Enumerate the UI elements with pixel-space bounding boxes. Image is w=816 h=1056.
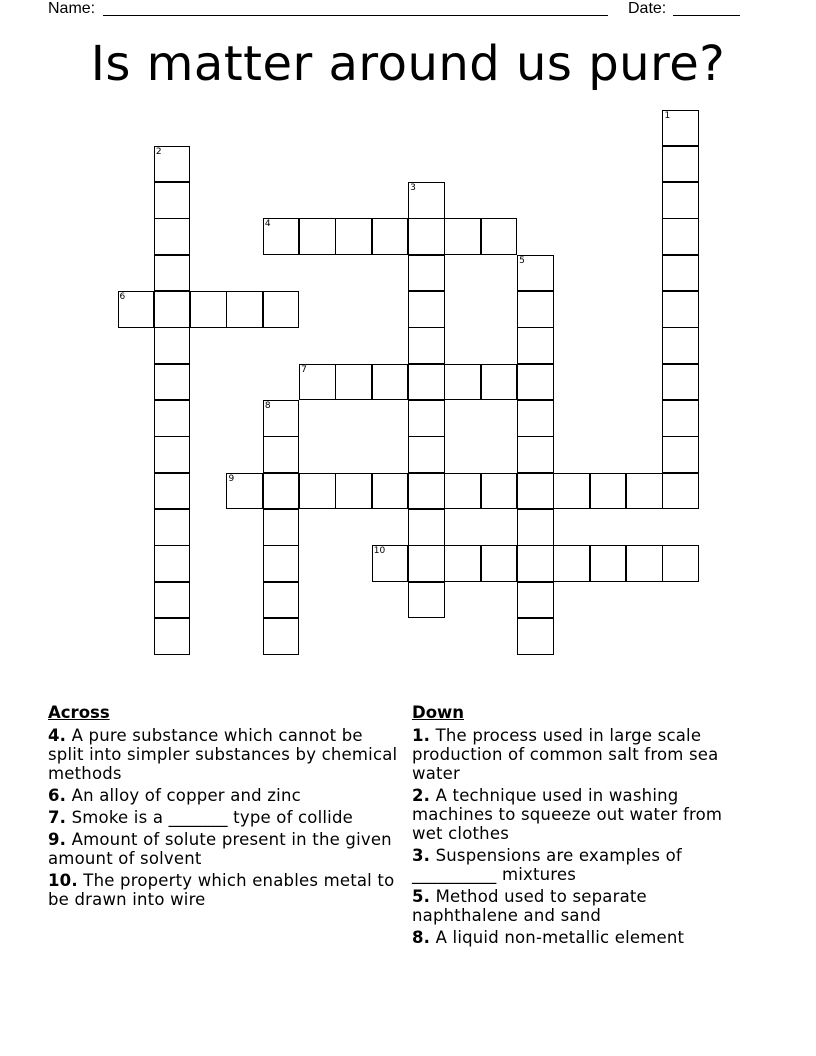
clue-text: Method used to separate naphthalene and sand [412,887,647,925]
grid-cell[interactable] [408,400,444,436]
down-clues [412,703,752,950]
grid-cell[interactable] [154,582,190,618]
clue-text: An alloy of copper and zinc [66,786,301,805]
grid-cell[interactable] [553,545,589,581]
grid-cell[interactable] [335,473,371,509]
down-clue [412,846,752,884]
grid-cell[interactable] [517,291,553,327]
grid-cell[interactable] [481,473,517,509]
grid-cell[interactable] [154,436,190,472]
grid-cell[interactable] [590,473,626,509]
grid-cell[interactable] [372,545,408,581]
grid-cell[interactable] [517,509,553,545]
grid-cell[interactable] [662,218,698,254]
clue-number: 3. [412,846,431,865]
grid-cell[interactable] [662,436,698,472]
grid-cell[interactable] [154,400,190,436]
clue-number-label: 3 [410,183,416,194]
grid-cell[interactable] [517,545,553,581]
grid-cell[interactable] [154,327,190,363]
grid-cell[interactable] [662,545,698,581]
date-label: Date: [628,0,667,17]
grid-cell[interactable] [299,364,335,400]
grid-cell[interactable] [263,473,299,509]
grid-cell[interactable] [408,182,444,218]
clue-number: 2. [412,786,431,805]
grid-cell[interactable] [517,436,553,472]
across-clue [48,830,398,868]
grid-cell[interactable] [372,218,408,254]
grid-cell[interactable] [408,545,444,581]
grid-cell[interactable] [408,582,444,618]
grid-cell[interactable] [662,146,698,182]
clue-number-label: 1 [664,110,671,121]
grid-cell[interactable] [408,364,444,400]
grid-cell[interactable] [662,255,698,291]
grid-cell[interactable] [408,218,444,254]
grid-cell[interactable] [517,364,553,400]
grid-cell[interactable] [154,255,190,291]
grid-cell[interactable] [226,473,262,509]
grid-cell[interactable] [408,327,444,363]
grid-cell[interactable] [590,545,626,581]
grid-cell[interactable] [299,218,335,254]
grid-cell[interactable] [154,545,190,581]
grid-cell[interactable] [517,400,553,436]
grid-cell[interactable] [335,364,371,400]
grid-cell[interactable] [481,218,517,254]
clue-number: 10. [48,871,78,890]
grid-cell[interactable] [662,110,698,146]
grid-cell[interactable] [662,291,698,327]
clue-number-label: 9 [228,473,235,484]
grid-cell[interactable] [263,400,299,436]
across-clue [48,808,398,827]
name-label: Name: [48,0,96,17]
clue-text: Amount of solute present in the given amount of solvent [48,830,392,868]
grid-cell[interactable] [154,182,190,218]
grid-cell[interactable] [662,182,698,218]
grid-cell[interactable] [263,582,299,618]
grid-cell[interactable] [154,473,190,509]
down-clue [412,726,752,783]
grid-cell[interactable] [408,473,444,509]
down-clue [412,928,752,947]
grid-cell[interactable] [662,327,698,363]
grid-cell[interactable] [517,327,553,363]
clue-number-label: 2 [155,146,162,157]
clue-text: A pure substance which cannot be split into simpler substances by chemical methods [48,726,398,783]
grid-cell[interactable] [372,473,408,509]
down-clue-list [412,726,752,947]
grid-cell[interactable] [408,436,444,472]
grid-cell[interactable] [517,473,553,509]
across-heading: Across [48,703,110,722]
clue-number-label: 10 [373,546,386,557]
clue-number: 1. [412,726,431,745]
grid-cell[interactable] [263,545,299,581]
grid-cell[interactable] [154,618,190,654]
puzzle-title: Is matter around us pure? [90,36,726,92]
grid-cell[interactable] [408,255,444,291]
clue-number-label: 4 [264,219,271,230]
grid-cell[interactable] [154,291,190,327]
down-heading: Down [412,703,465,722]
clue-number: 6. [48,786,67,805]
grid-cell[interactable] [553,473,589,509]
grid-cell[interactable] [626,545,662,581]
grid-cell[interactable] [299,473,335,509]
clue-number: 7. [48,808,67,827]
grid-cell[interactable] [662,364,698,400]
clue-number: 8. [412,928,431,947]
grid-cell[interactable] [335,218,371,254]
clue-text: A liquid non-metallic element [430,928,685,947]
grid-cell[interactable] [118,291,154,327]
grid-cell[interactable] [517,582,553,618]
grid-cell[interactable] [263,218,299,254]
down-clue [412,786,752,843]
grid-cell[interactable] [154,146,190,182]
grid-cell[interactable] [154,218,190,254]
clue-text: Suspensions are examples of __________ mixtures [412,846,682,884]
across-clue-list [48,726,398,909]
grid-cell[interactable] [626,473,662,509]
grid-cell[interactable] [517,618,553,654]
grid-cell[interactable] [263,436,299,472]
clue-text: A technique used in washing machines to squeeze out water from wet clothes [412,786,723,843]
clue-text: The property which enables metal to be drawn into wire [48,871,395,909]
grid-cell[interactable] [226,291,262,327]
clue-text: The process used in large scale production of common salt from sea water [412,726,719,783]
grid-cell[interactable] [372,364,408,400]
grid-cell[interactable] [481,364,517,400]
across-clue [48,871,398,909]
clue-number-label: 6 [119,292,126,303]
clue-number: 5. [412,887,431,906]
grid-cell[interactable] [154,364,190,400]
grid-cell[interactable] [154,509,190,545]
across-clue [48,726,398,783]
clue-number-label: 5 [519,255,525,266]
grid-cell[interactable] [444,364,480,400]
clue-number-label: 7 [301,364,307,375]
grid-cell[interactable] [662,473,698,509]
across-clues [48,703,398,912]
grid-cell[interactable] [662,400,698,436]
clue-number: 9. [48,830,67,849]
grid-cell[interactable] [263,509,299,545]
grid-cell[interactable] [444,473,480,509]
grid-cell[interactable] [481,545,517,581]
grid-cell[interactable] [408,509,444,545]
grid-cell[interactable] [190,291,226,327]
grid-cell[interactable] [444,218,480,254]
across-clue [48,786,398,805]
grid-cell[interactable] [263,291,299,327]
grid-cell[interactable] [444,545,480,581]
clue-number: 4. [48,726,67,745]
down-clue [412,887,752,925]
grid-cell[interactable] [517,255,553,291]
clue-text: Smoke is a _______ type of collide [66,808,353,827]
grid-cell[interactable] [408,291,444,327]
grid-cell[interactable] [263,618,299,654]
clue-number-label: 8 [264,401,271,412]
